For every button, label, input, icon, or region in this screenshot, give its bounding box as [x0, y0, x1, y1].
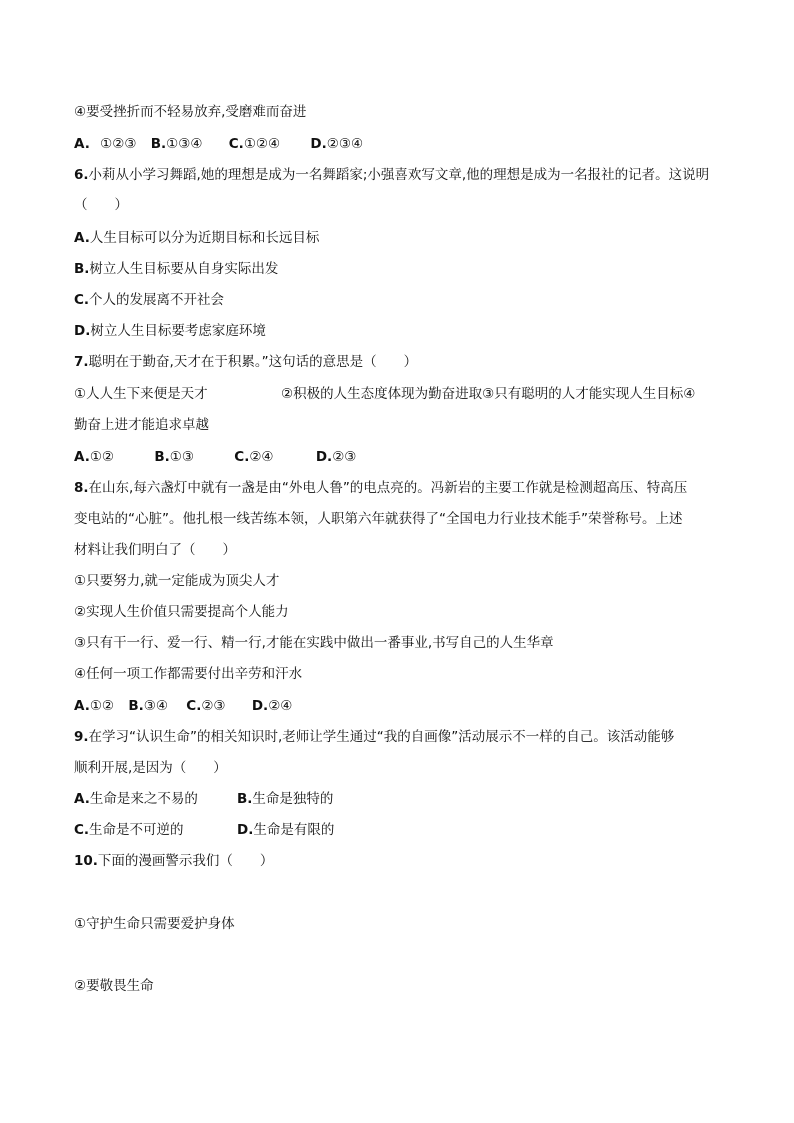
q8-statement-4: ④任何一项工作都需要付出辛劳和汗水: [74, 666, 303, 682]
q9-stem-line2: 顺利开展,是因为（ ）: [74, 760, 227, 776]
q7-statement-4-cont: 勤奋上进才能追求卓越: [74, 417, 209, 433]
q7-number: 7.: [74, 354, 89, 370]
q7-options: A.①② B.①③ C.②④ D.②③: [74, 449, 357, 465]
q9-stem-line1: 9.在学习“认识生命”的相关知识时,老师让学生通过“我的自画像”活动展示不一样的自己。该活动能够: [74, 729, 675, 745]
q5-option-b-letter: B.: [150, 136, 167, 152]
q9-option-d: D.生命是有限的: [237, 822, 335, 838]
q5-option-c: ①②④: [243, 136, 281, 152]
q6-stem: [74, 166, 709, 184]
q5-statement-4: ④要受挫折而不轻易放弃,受磨难而奋进: [74, 104, 307, 120]
q6-option-b: B.树立人生目标要从自身实际出发: [74, 261, 279, 277]
q8-stem-line3: 材料让我们明白了（ ）: [74, 542, 236, 558]
q5-option-b: ①③④: [166, 136, 203, 152]
q8-options: A.①② B.③④ C.②③ D.②④: [74, 698, 293, 714]
q10-number: 10.: [74, 853, 98, 869]
q5-option-c-letter: C.: [228, 136, 244, 152]
q8-option-b: ③④: [143, 698, 168, 714]
q8-option-a: ①②: [89, 698, 115, 714]
q7-statements-2-4: ②积极的人生态度体现为勤奋进取③只有聪明的人才能实现人生目标④: [281, 386, 696, 402]
q8-stem-line1: 8.在山东,每六盏灯中就有一盏是由“外电人鲁”的电点亮的。冯新岩的主要工作就是检测超高压、特高压: [74, 480, 688, 496]
q6-option-c: C.个人的发展离不开社会: [74, 292, 225, 308]
q5-option-a-letter: A.: [74, 136, 90, 152]
q7-option-a: ①②: [89, 449, 115, 465]
q8-statement-2: ②实现人生价值只需要提高个人能力: [74, 604, 289, 620]
q7-option-b: ①③: [169, 449, 194, 465]
q6-option-a: A.人生目标可以分为近期目标和长远目标: [74, 230, 320, 246]
q7-statement-1: ①人人生下来便是天才: [74, 386, 208, 402]
q5-option-d-letter: D.: [310, 136, 327, 152]
q10-stem: 10.下面的漫画警示我们（ ）: [74, 853, 274, 869]
q7-option-d: ②③: [332, 449, 357, 465]
q8-stem-line2: 变电站的“心脏”。他扎根一线苦练本领，人职第六年就获得了“全国电力行业技术能手”荣誉称号。上述: [74, 511, 683, 527]
q6-option-d: D.树立人生目标要考虑家庭环境: [74, 323, 266, 339]
q8-number: 8.: [74, 480, 89, 496]
q5-option-d: ②③④: [326, 136, 364, 152]
q10-statement-1: ①守护生命只需要爱护身体: [74, 916, 235, 932]
q5-option-a: ①②③: [100, 136, 137, 152]
q9-number: 9.: [74, 729, 89, 745]
q5-options: [74, 135, 363, 153]
q9-option-b: B.生命是独特的: [237, 791, 334, 807]
q6-number: 6.: [74, 167, 89, 183]
q8-option-c: ②③: [201, 698, 226, 714]
q8-option-d: ②④: [268, 698, 293, 714]
q8-statement-1: ①只要努力,就一定能成为顶尖人才: [74, 573, 280, 589]
q7-stem: 7.聪明在于勤奋,天才在于积累。”这句话的意思是（ ）: [74, 354, 418, 370]
q9-option-c: C.生命是不可逆的: [74, 822, 184, 838]
q8-statement-3: ③只有干一行、爱一行、精一行,才能在实践中做出一番事业,书写自己的人生华章: [74, 635, 554, 651]
q6-stem-line1: 小莉从小学习舞蹈,她的理想是成为一名舞蹈家;小强喜欢写文章,他的理想是成为一名报社的记者。这说明: [88, 167, 710, 183]
q10-statement-2: ②要敬畏生命: [74, 978, 154, 994]
q7-option-c: ②④: [249, 449, 274, 465]
q9-option-a: A.生命是来之不易的: [74, 791, 198, 807]
q6-answer-blank: （ ）: [74, 197, 128, 213]
